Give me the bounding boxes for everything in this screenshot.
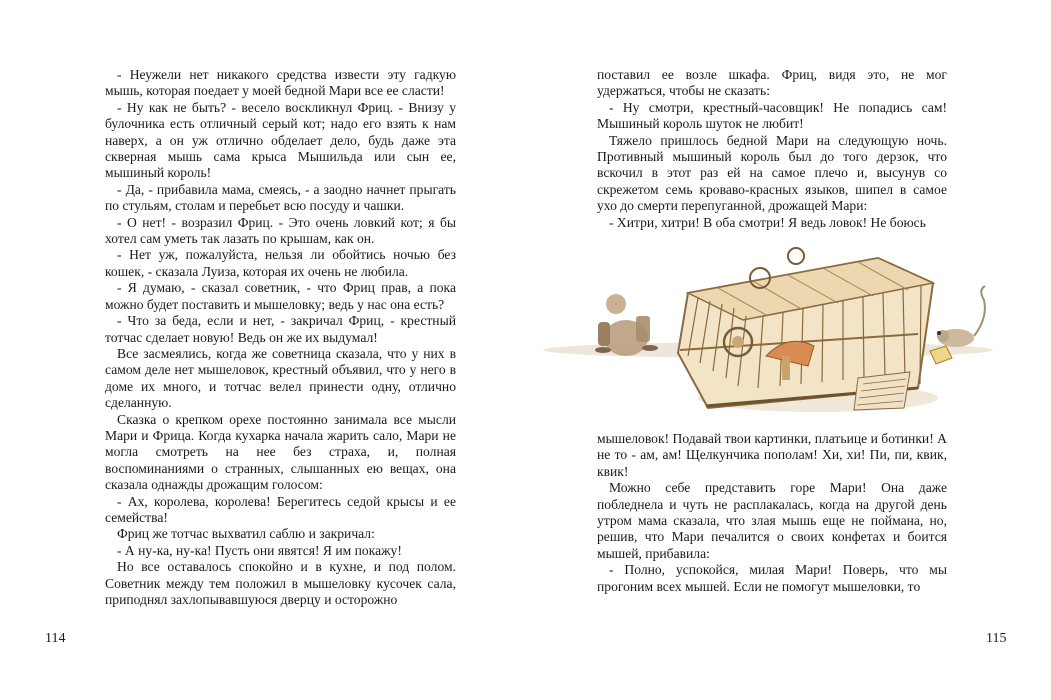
right-page-text-top — [597, 67, 947, 231]
paragraph: - Я думаю, - сказал советник, - что Фриц прав, а пока можно будет поставить и мышеловку; ведь у нас она есть? — [105, 280, 456, 312]
right-page — [526, 0, 1051, 700]
paragraph: Сказка о крепком орехе постоянно занимала все мысли Мари и Фрица. Когда кухарка начала жарить сало, Мари не могла смотреть на нее без страха, и, полная воспоминаниями о странных, слышанных ею вещах, она сказала однажды дрожащим голосом: — [105, 411, 456, 493]
page-number-right: 115 — [986, 631, 1007, 646]
paragraph: - Ну смотри, крестный-часовщик! Не попадись сам! Мышиный король шуток не любит! — [597, 99, 947, 132]
paragraph: - О нет! - возразил Фриц. - Это очень ловкий кот; я бы хотел сам уметь так лазать по крышам, как он. — [105, 214, 456, 247]
paragraph: - Полно, успокойся, милая Мари! Поверь, что мы прогоним всех мышей. Если не помогут мышеловки, то — [597, 562, 947, 594]
paragraph: - Да, - прибавила мама, смеясь, - а заодно начнет прыгать по стульям, столам и перебьет всю посуду и чашки. — [105, 181, 456, 214]
left-page-text — [105, 67, 456, 608]
paragraph: Все засмеялись, когда же советница сказала, что у них в самом деле нет мышеловок, крестный объявил, что у него в доме их много, и тотчас велел принести одну, отлично сделанную. — [105, 345, 456, 411]
page-number-left: 114 — [45, 631, 66, 646]
paragraph: - Неужели нет никакого средства извести эту гадкую мышь, которая поедает у моей бедной Мари все ее сласти! — [105, 67, 456, 99]
left-page — [0, 0, 525, 700]
paragraph: - Хитри, хитри! В оба смотри! Я ведь ловок! Не боюсь — [609, 214, 926, 230]
paragraph: - Ну как не быть? - весело воскликнул Фриц. - Внизу у булочника есть отличный серый кот; надо его взять к нам наверх, а он уж отлично обделает дело, будь даже эта скверная мышь сама крыса Мышильда или сын ее, мышиный король! — [105, 99, 456, 181]
paragraph: - А ну-ка, ну-ка! Пусть они явятся! Я им покажу! — [117, 542, 402, 558]
paragraph: Можно себе представить горе Мари! Она даже побледнела и чуть не расплакалась, когда на другой день утром мама сказала, что злая мышь еще не поймана, но, решив, что Мари печалится о своих конфетах и боится мышей, прибавила: — [597, 480, 947, 561]
right-page-text-bottom — [597, 431, 947, 595]
cage-icon — [678, 248, 933, 410]
paragraph: Тяжело пришлось бедной Мари на следующую ночь. Противный мышиный король был до того дерзок, что вскочил в этот раз ей на самое плечо и, высунув со скрежетом семь кроваво-красных языков, шипел в самое ухо до смерти перепуганной, дрожащей Мари: — [597, 132, 947, 214]
paragraph-continuation: мышеловок! Подавай твои картинки, платьице и ботинки! А не то - ам, ам! Щелкунчика пополам! Хи, хи! Пи, пи, квик, квик! — [597, 431, 947, 479]
paragraph: - Нет уж, пожалуйста, нельзя ли обойтись ночью без кошек, - сказала Луиза, которая их очень не любила. — [105, 247, 456, 279]
mouse-right-icon — [937, 286, 985, 347]
mousetrap-illustration — [538, 238, 998, 426]
paragraph: - Ах, королева, королева! Берегитесь седой крысы и ее семейства! — [105, 493, 456, 525]
paragraph-continuation: поставил ее возле шкафа. Фриц, видя это, не мог удержаться, чтобы не сказать: — [597, 67, 947, 99]
paragraph: Но все оставалось спокойно и в кухне, и под полом. Советник между тем положил в мышеловку кусочек сала, приподнял захлопывавшуюся дверцу и осторожно — [105, 559, 456, 607]
paragraph: Фриц же тотчас выхватил саблю и закричал: — [117, 526, 375, 542]
paragraph: - Что за беда, если и нет, - закричал Фриц, - крестный тотчас сделает новую! Ведь он же их выдумал! — [105, 313, 456, 345]
